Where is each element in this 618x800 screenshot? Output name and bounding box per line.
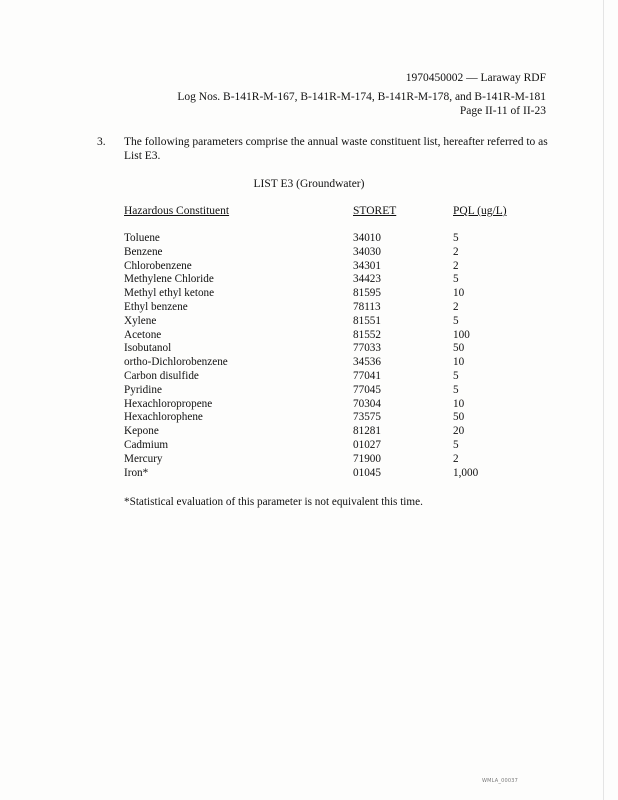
constituent-name: Mercury xyxy=(124,452,163,465)
storet-code: 34301 xyxy=(353,259,381,272)
column-header-storet: STORET xyxy=(353,205,397,217)
section-number: 3. xyxy=(97,136,106,148)
pql-value: 5 xyxy=(453,232,459,244)
header-log-numbers: Log Nos. B-141R-M-167, B-141R-M-174, B-141R-M-178, and B-141R-M-181 xyxy=(177,91,546,103)
table-row xyxy=(124,273,524,287)
constituent-name: Ethyl benzene xyxy=(124,300,188,313)
constituent-name: Methyl ethyl ketone xyxy=(124,287,215,300)
constituent-name: Methylene Chloride xyxy=(124,273,214,286)
constituent-name: Chlorobenzene xyxy=(124,259,192,272)
column-header-constituent: Hazardous Constituent xyxy=(124,205,230,217)
storet-code: 81552 xyxy=(353,328,381,341)
storet-code: 71900 xyxy=(353,452,381,465)
pql-value: 20 xyxy=(453,425,465,438)
table-row xyxy=(124,315,524,329)
constituent-name: Iron* xyxy=(124,466,149,479)
pql-value: 2 xyxy=(453,259,459,272)
table-row xyxy=(124,439,524,453)
header-page-number: Page II-11 of II-23 xyxy=(459,105,546,117)
table-row xyxy=(124,329,524,343)
pql-value: 10 xyxy=(453,287,465,300)
table-row xyxy=(124,246,524,260)
storet-code: 77045 xyxy=(353,383,381,396)
table-row xyxy=(124,232,524,246)
pql-value: 10 xyxy=(453,356,465,369)
storet-code: 34423 xyxy=(353,273,381,286)
table-row xyxy=(124,370,524,384)
pql-value: 5 xyxy=(453,369,459,382)
table-row xyxy=(124,301,524,315)
table-row xyxy=(124,411,524,425)
constituent-name: Toluene xyxy=(124,232,160,244)
pql-value: 2 xyxy=(453,452,459,465)
constituent-name: Isobutanol xyxy=(124,342,172,355)
table-row xyxy=(124,453,524,467)
constituent-name: Carbon disulfide xyxy=(124,369,199,382)
storet-code: 81595 xyxy=(353,287,381,300)
list-title: LIST E3 (Groundwater) xyxy=(253,178,365,190)
storet-code: 81281 xyxy=(353,425,381,438)
storet-code: 77041 xyxy=(353,369,381,382)
storet-code: 34536 xyxy=(353,356,381,369)
table-row xyxy=(124,356,524,370)
pql-value: 5 xyxy=(453,438,459,451)
table-row xyxy=(124,384,524,398)
pql-value: 2 xyxy=(453,300,459,313)
pql-value: 1,000 xyxy=(453,466,479,479)
constituent-name: Benzene xyxy=(124,245,163,258)
storet-code: 73575 xyxy=(353,411,381,424)
header-facility-id: 1970450002 — Laraway RDF xyxy=(405,72,546,84)
table-row xyxy=(124,342,524,356)
constituent-name: Cadmium xyxy=(124,438,169,451)
pql-value: 5 xyxy=(453,273,459,286)
constituent-name: Xylene xyxy=(124,314,157,327)
pql-value: 50 xyxy=(453,342,465,355)
column-header-pql: PQL (ug/L) xyxy=(453,205,507,217)
storet-code: 81551 xyxy=(353,314,381,327)
table-row xyxy=(124,398,524,412)
constituent-name: ortho-Dichlorobenzene xyxy=(124,356,228,369)
footnote: *Statistical evaluation of this parameter is not equivalent this time. xyxy=(124,496,423,508)
table-row xyxy=(124,425,524,439)
table-row xyxy=(124,260,524,274)
storet-code: 77033 xyxy=(353,342,381,355)
table-row xyxy=(124,287,524,301)
constituent-name: Acetone xyxy=(124,328,162,341)
storet-code: 70304 xyxy=(353,397,381,410)
constituent-name: Hexachlorophene xyxy=(124,411,203,424)
storet-code: 34010 xyxy=(353,232,381,244)
pql-value: 10 xyxy=(453,397,465,410)
storet-code: 78113 xyxy=(353,300,381,313)
constituent-name: Pyridine xyxy=(124,383,162,396)
table-row xyxy=(124,467,524,481)
storet-code: 01045 xyxy=(353,466,381,479)
bates-stamp: WMLA_00037 xyxy=(482,778,518,784)
constituent-name: Hexachloropropene xyxy=(124,397,213,410)
constituent-table xyxy=(124,232,524,480)
storet-code: 01027 xyxy=(353,438,381,451)
scan-edge-line xyxy=(603,0,604,800)
pql-value: 50 xyxy=(453,411,465,424)
pql-value: 5 xyxy=(453,314,459,327)
section-intro-text: The following parameters comprise the annual waste constituent list, hereafter referred to as List E3. xyxy=(124,136,548,162)
pql-value: 5 xyxy=(453,383,459,396)
constituent-name: Kepone xyxy=(124,425,159,438)
pql-value: 100 xyxy=(453,328,470,341)
pql-value: 2 xyxy=(453,245,459,258)
storet-code: 34030 xyxy=(353,245,381,258)
